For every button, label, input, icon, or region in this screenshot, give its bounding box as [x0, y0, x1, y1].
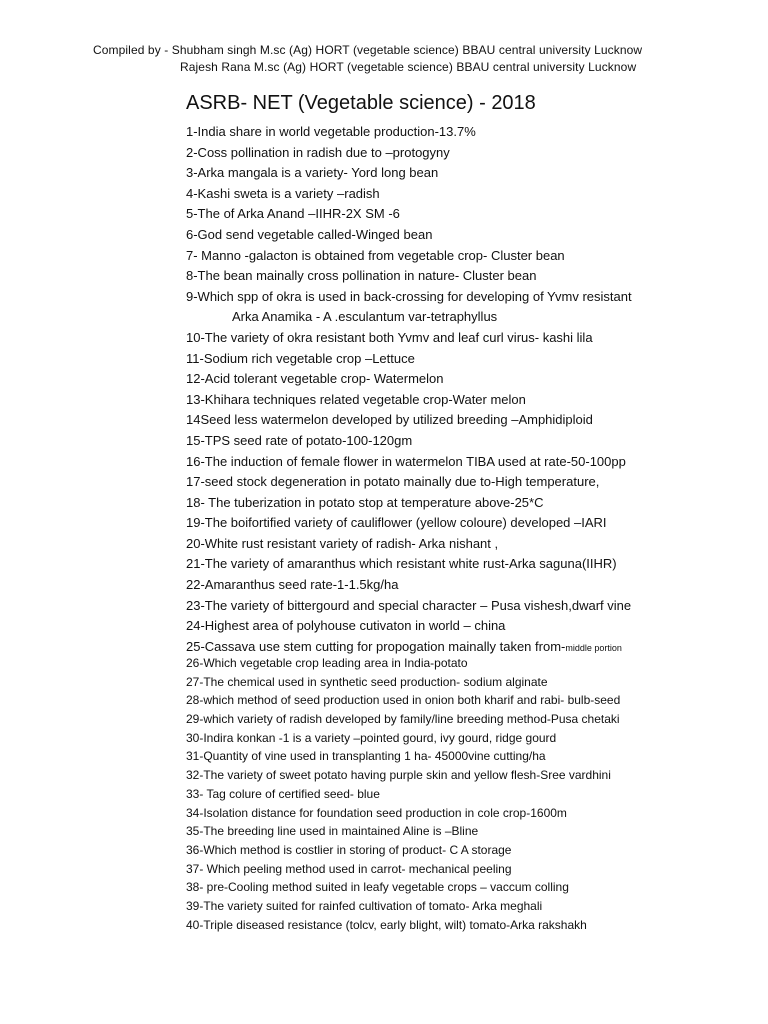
list-item: 37- Which peeling method used in carrot- mechanical peeling — [186, 861, 512, 876]
list-item: 15-TPS seed rate of potato-100-120gm — [186, 432, 413, 448]
compiled-by-line-1: Compiled by - Shubham singh M.sc (Ag) HORT (vegetable science) BBAU central university Lucknow — [93, 43, 643, 57]
list-item: 29-which variety of radish developed by family/line breeding method-Pusa chetaki — [186, 712, 620, 727]
list-item: 12-Acid tolerant vegetable crop- Watermelon — [186, 371, 444, 387]
list-item: 30-Indira konkan -1 is a variety –pointed gourd, ivy gourd, ridge gourd — [186, 730, 557, 745]
list-item: 22-Amaranthus seed rate-1-1.5kg/ha — [186, 577, 399, 593]
list-item-suffix: middle portion — [565, 642, 622, 653]
list-item: 9-Which spp of okra is used in back-crossing for developing of Yvmv resistant — [186, 288, 632, 304]
continuation-text: Arka Anamika - A .esculantum var-tetraphyllus — [232, 309, 498, 325]
list-item: 21-The variety of amaranthus which resistant white rust-Arka saguna(IIHR) — [186, 556, 617, 572]
list-item-continuation — [186, 307, 632, 328]
list-item: 3-Arka mangala is a variety- Yord long bean — [186, 165, 439, 181]
list-item: 20-White rust resistant variety of radish- Arka nishant , — [186, 535, 499, 551]
list-item: 11-Sodium rich vegetable crop –Lettuce — [186, 350, 415, 366]
list-item: 38- pre-Cooling method suited in leafy vegetable crops – vaccum colling — [186, 880, 569, 895]
list-item: 39-The variety suited for rainfed cultivation of tomato- Arka meghali — [186, 898, 543, 913]
list-item: 23-The variety of bittergourd and special character – Pusa vishesh,dwarf vine — [186, 597, 632, 613]
list-item: 27-The chemical used in synthetic seed production- sodium alginate — [186, 674, 548, 689]
list-item: 18- The tuberization in potato stop at temperature above-25*C — [186, 494, 544, 510]
list-item-text: 25-Cassava use stem cutting for propogation mainally taken from- — [186, 638, 566, 654]
list-item: 32-The variety of sweet potato having purple skin and yellow flesh-Sree vardhini — [186, 768, 611, 783]
list-item: 5-The of Arka Anand –IIHR-2X SM -6 — [186, 206, 400, 222]
list-item: 10-The variety of okra resistant both Yvmv and leaf curl virus- kashi lila — [186, 329, 593, 345]
list-item: 19-The boifortified variety of cauliflower (yellow coloure) developed –IARI — [186, 515, 607, 531]
list-item: 36-Which method is costlier in storing of product- C A storage — [186, 842, 512, 857]
list-item: 2-Coss pollination in radish due to –protogyny — [186, 144, 450, 160]
list-item: 31-Quantity of vine used in transplanting 1 ha- 45000vine cutting/ha — [186, 749, 546, 764]
list-item: 35-The breeding line used in maintained Aline is –Bline — [186, 824, 479, 839]
list-item: 6-God send vegetable called-Winged bean — [186, 226, 433, 242]
list-item: 7- Manno -galacton is obtained from vegetable crop- Cluster bean — [186, 247, 565, 263]
page-title: ASRB- NET (Vegetable science) - 2018 — [186, 92, 536, 114]
list-item: 26-Which vegetable crop leading area in India-potato — [186, 656, 468, 670]
list-item: 13-Khihara techniques related vegetable crop-Water melon — [186, 391, 526, 407]
list-item: 8-The bean mainally cross pollination in nature- Cluster bean — [186, 268, 537, 284]
list-item: 24-Highest area of polyhouse cutivaton in world – china — [186, 618, 506, 634]
list-item: 28-which method of seed production used in onion both kharif and rabi- bulb-seed — [186, 693, 621, 708]
list-item: 33- Tag colure of certified seed- blue — [186, 786, 380, 801]
question-list-part-2 — [186, 654, 620, 934]
list-item: 17-seed stock degeneration in potato mainally due to-High temperature, — [186, 474, 600, 490]
list-item: 4-Kashi sweta is a variety –radish — [186, 185, 380, 201]
list-item: 16-The induction of female flower in watermelon TIBA used at rate-50-100pp — [186, 453, 626, 469]
question-list-part-1 — [186, 122, 632, 657]
list-item: 14Seed less watermelon developed by utilized breeding –Amphidiploid — [186, 412, 593, 428]
list-item: 1-India share in world vegetable production-13.7% — [186, 124, 476, 139]
compiled-by-line-2: Rajesh Rana M.sc (Ag) HORT (vegetable science) BBAU central university Lucknow — [180, 60, 637, 74]
list-item: 34-Isolation distance for foundation seed production in cole crop-1600m — [186, 805, 567, 820]
list-item: 40-Triple diseased resistance (tolcv, early blight, wilt) tomato-Arka rakshakh — [186, 917, 587, 932]
